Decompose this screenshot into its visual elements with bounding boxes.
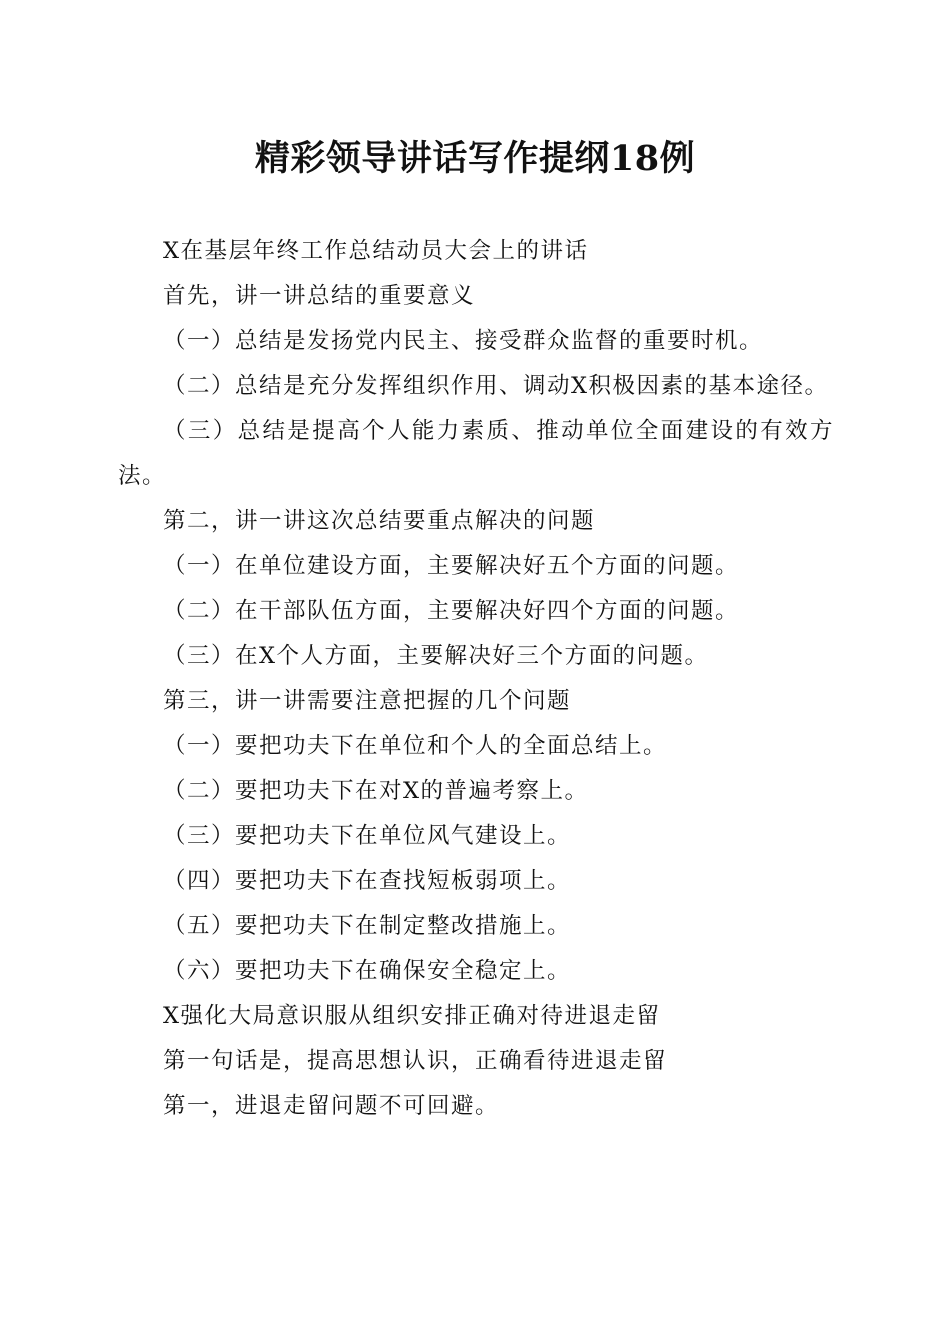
paragraph-speech-title: X强化大局意识服从组织安排正确对待进退走留 xyxy=(163,1003,661,1029)
paragraph-item: （六）要把功夫下在确保安全稳定上。 xyxy=(163,958,572,984)
paragraph-item: 第一，进退走留问题不可回避。 xyxy=(163,1093,500,1119)
paragraph-heading: 第二，讲一讲这次总结要重点解决的问题 xyxy=(163,508,596,534)
paragraph-item: （四）要把功夫下在查找短板弱项上。 xyxy=(163,868,572,894)
paragraph-heading: 第一句话是，提高思想认识，正确看待进退走留 xyxy=(163,1048,668,1074)
paragraph-item: （一）在单位建设方面，主要解决好五个方面的问题。 xyxy=(163,553,740,579)
document-title: 精彩领导讲话写作提纲18例 xyxy=(254,138,696,179)
paragraph-item: （一）要把功夫下在单位和个人的全面总结上。 xyxy=(163,733,668,759)
paragraph-item: （三）总结是提高个人能力素质、推动单位全面建设的有效方法。 xyxy=(118,418,834,489)
paragraph-item: （二）总结是充分发挥组织作用、调动X积极因素的基本途径。 xyxy=(163,373,829,399)
paragraph-item: （三）要把功夫下在单位风气建设上。 xyxy=(163,823,572,849)
paragraph-item: （二）在干部队伍方面，主要解决好四个方面的问题。 xyxy=(163,598,740,624)
paragraph-item: （三）在X个人方面，主要解决好三个方面的问题。 xyxy=(163,643,709,669)
paragraph-heading: 首先，讲一讲总结的重要意义 xyxy=(163,283,476,309)
paragraph-item: （一）总结是发扬党内民主、接受群众监督的重要时机。 xyxy=(163,328,764,354)
paragraph-heading: 第三，讲一讲需要注意把握的几个问题 xyxy=(163,688,572,714)
paragraph-item: （五）要把功夫下在制定整改措施上。 xyxy=(163,913,572,939)
paragraph-speech-title: X在基层年终工作总结动员大会上的讲话 xyxy=(163,238,589,264)
document-body xyxy=(118,229,834,1129)
paragraph-item: （二）要把功夫下在对X的普遍考察上。 xyxy=(163,778,589,804)
